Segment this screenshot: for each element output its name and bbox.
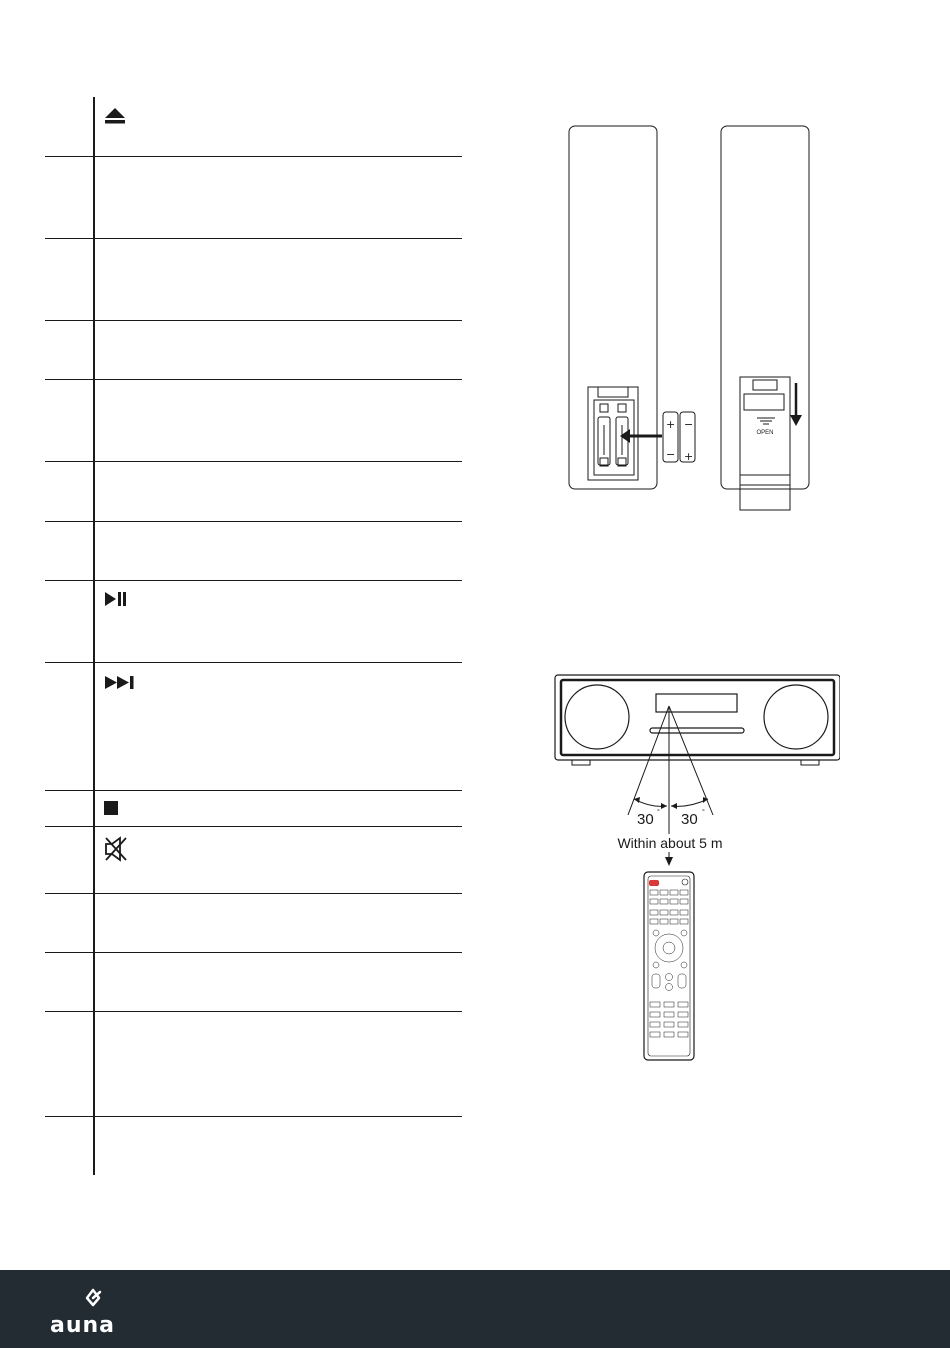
range-arrow-head — [665, 857, 673, 866]
table-vertical-divider — [93, 97, 95, 1175]
table-row-divider — [45, 1011, 462, 1012]
play-pause-icon — [104, 591, 128, 607]
table-row-divider — [45, 320, 462, 321]
mute-icon — [104, 836, 128, 862]
battery-minus-label: − — [684, 418, 694, 431]
speaker-left — [565, 685, 629, 749]
table-row-divider — [45, 1116, 462, 1117]
remote-control — [644, 872, 694, 1060]
open-label: OPEN — [756, 430, 774, 436]
table-row-divider — [45, 379, 462, 380]
battery-cover — [740, 377, 790, 475]
nav-ring — [655, 934, 683, 962]
degree-right: ° — [702, 809, 705, 816]
battery-compartment — [588, 387, 638, 480]
battery-plus-label: + — [666, 418, 676, 431]
speaker-right — [764, 685, 828, 749]
eject-icon — [104, 107, 126, 125]
footer-bar — [0, 1270, 950, 1348]
skip-next-icon — [104, 676, 136, 689]
compartment-latch — [598, 387, 628, 397]
power-button — [649, 880, 659, 886]
table-row-divider — [45, 521, 462, 522]
table-row-divider — [45, 826, 462, 827]
slide-arrow-head — [790, 415, 802, 426]
brand-logo-icon — [78, 1288, 110, 1314]
angle-left-label: 30 — [637, 811, 654, 828]
degree-left: ° — [657, 809, 660, 816]
enter-button — [663, 942, 675, 954]
table-row-divider — [45, 893, 462, 894]
table-row-divider — [45, 790, 462, 791]
stereo-unit — [555, 675, 840, 760]
cd-slot — [650, 728, 744, 733]
table-row-divider — [45, 952, 462, 953]
table-row-divider — [45, 461, 462, 462]
angle-right-label: 30 — [681, 811, 698, 828]
table-row-divider — [45, 662, 462, 663]
brand-logo-text: auna — [50, 1313, 116, 1338]
range-text: Within about 5 m — [617, 835, 723, 851]
battery-insertion-diagram — [555, 120, 820, 515]
battery-plus-label: + — [684, 450, 694, 463]
table-row-divider — [45, 156, 462, 157]
table-row-divider — [45, 238, 462, 239]
battery-minus-label: − — [666, 448, 676, 461]
remote-range-diagram — [550, 670, 840, 1070]
stop-icon — [104, 801, 118, 815]
table-row-divider — [45, 580, 462, 581]
